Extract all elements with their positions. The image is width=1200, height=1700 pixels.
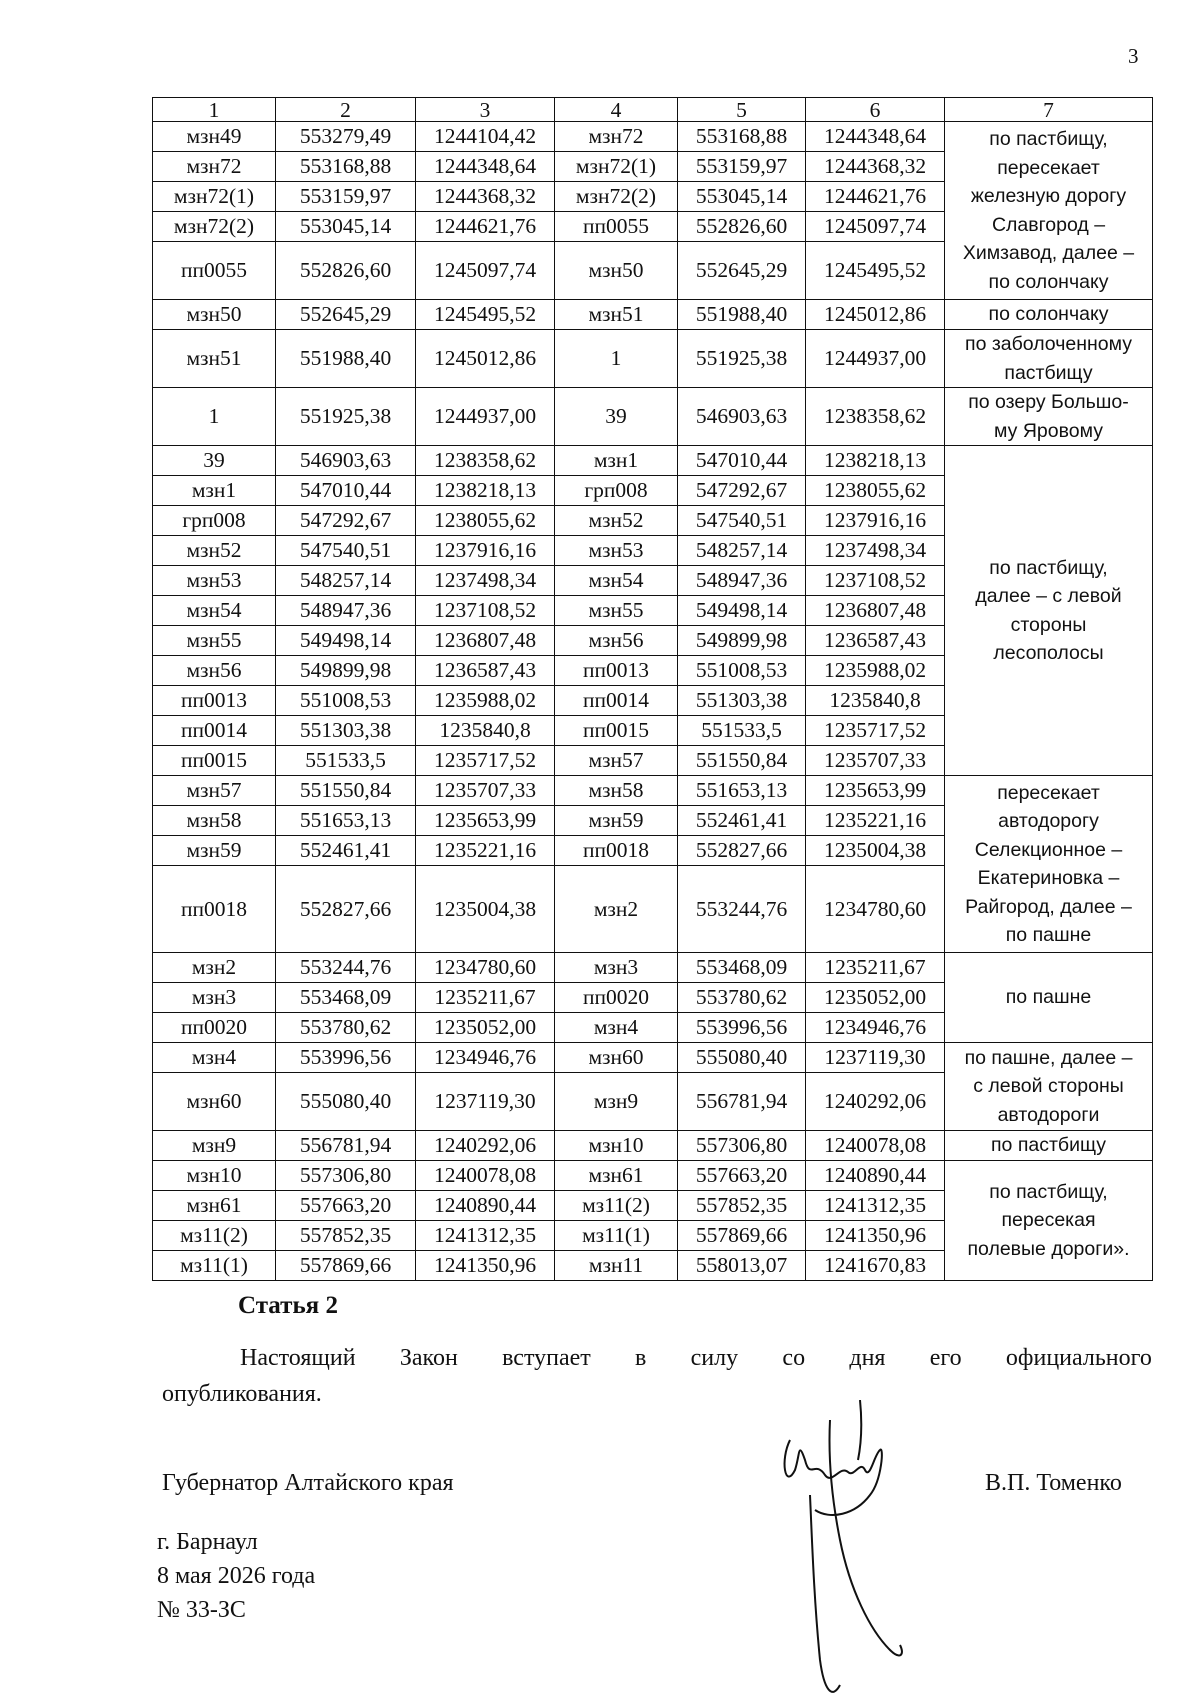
table-cell: 1 bbox=[153, 388, 276, 446]
table-cell: мзн50 bbox=[153, 300, 276, 330]
table-cell: 548947,36 bbox=[276, 596, 416, 626]
boundary-description: по пастбищу bbox=[945, 1131, 1153, 1161]
table-cell: мз11(2) bbox=[153, 1221, 276, 1251]
table-cell: 551988,40 bbox=[678, 300, 806, 330]
table-cell: мзн9 bbox=[555, 1073, 678, 1131]
table-cell: 1235988,02 bbox=[416, 686, 555, 716]
table-cell: пп0015 bbox=[153, 746, 276, 776]
table-row bbox=[153, 1043, 1153, 1073]
table-cell: 1244937,00 bbox=[416, 388, 555, 446]
article-word: Закон bbox=[399, 1345, 458, 1371]
table-cell: 1238055,62 bbox=[416, 506, 555, 536]
table-cell: 1234946,76 bbox=[806, 1013, 945, 1043]
table-cell: 1241312,35 bbox=[416, 1221, 555, 1251]
table-cell: 551550,84 bbox=[276, 776, 416, 806]
table-cell: 1238358,62 bbox=[806, 388, 945, 446]
table-cell: мзн59 bbox=[153, 836, 276, 866]
table-cell: мзн3 bbox=[555, 953, 678, 983]
table-cell: 1245012,86 bbox=[806, 300, 945, 330]
table-cell: 1241670,83 bbox=[806, 1251, 945, 1281]
table-cell: мзн53 bbox=[153, 566, 276, 596]
table-cell: 1241350,96 bbox=[416, 1251, 555, 1281]
table-cell: мзн57 bbox=[555, 746, 678, 776]
table-cell: 552645,29 bbox=[678, 242, 806, 300]
table-cell: 546903,63 bbox=[678, 388, 806, 446]
table-cell: 557663,20 bbox=[276, 1191, 416, 1221]
city: г. Барнаул bbox=[157, 1529, 258, 1555]
table-cell: 1235052,00 bbox=[806, 983, 945, 1013]
table-cell: мзн4 bbox=[153, 1043, 276, 1073]
table-cell: мз11(1) bbox=[555, 1221, 678, 1251]
table-row bbox=[153, 776, 1153, 806]
boundary-description: по солончаку bbox=[945, 300, 1153, 330]
table-cell: 1237916,16 bbox=[416, 536, 555, 566]
table-cell: 1237119,30 bbox=[806, 1043, 945, 1073]
boundary-description: по озеру Большо- му Яровому bbox=[945, 388, 1153, 446]
table-cell: 1237498,34 bbox=[416, 566, 555, 596]
table-cell: 555080,40 bbox=[678, 1043, 806, 1073]
boundary-description: по пастбищу, пересекая полевые дороги». bbox=[945, 1161, 1153, 1281]
table-cell: 558013,07 bbox=[678, 1251, 806, 1281]
place-date-block bbox=[157, 1525, 315, 1627]
table-cell: 557306,80 bbox=[276, 1161, 416, 1191]
table-cell: 553045,14 bbox=[678, 182, 806, 212]
table-cell: 1244621,76 bbox=[806, 182, 945, 212]
table-cell: 1235221,16 bbox=[416, 836, 555, 866]
table-cell: 1234780,60 bbox=[416, 953, 555, 983]
table-cell: 1235988,02 bbox=[806, 656, 945, 686]
table-cell: 1240292,06 bbox=[806, 1073, 945, 1131]
article-word: Настоящий bbox=[240, 1345, 356, 1371]
table-cell: мзн60 bbox=[153, 1073, 276, 1131]
column-header: 1 bbox=[153, 98, 276, 122]
column-header: 2 bbox=[276, 98, 416, 122]
table-cell: мзн4 bbox=[555, 1013, 678, 1043]
column-header: 6 bbox=[806, 98, 945, 122]
table-row bbox=[153, 1161, 1153, 1191]
boundary-description: по пастбищу, далее – с левой стороны лесополосы bbox=[945, 446, 1153, 776]
governor-name: В.П. Томенко bbox=[985, 1470, 1122, 1496]
table-cell: 553468,09 bbox=[276, 983, 416, 1013]
table-row bbox=[153, 953, 1153, 983]
article-word: официального bbox=[1005, 1345, 1152, 1371]
table-cell: 551533,5 bbox=[276, 746, 416, 776]
table-cell: 551008,53 bbox=[678, 656, 806, 686]
table-cell: мзн10 bbox=[153, 1161, 276, 1191]
table-cell: 551303,38 bbox=[276, 716, 416, 746]
table-cell: мзн51 bbox=[555, 300, 678, 330]
table-cell: 547292,67 bbox=[276, 506, 416, 536]
table-cell: 1244348,64 bbox=[416, 152, 555, 182]
table-cell: мзн72(2) bbox=[555, 182, 678, 212]
article-word: со bbox=[782, 1345, 806, 1371]
table-cell: 1237108,52 bbox=[806, 566, 945, 596]
table-cell: 1237916,16 bbox=[806, 506, 945, 536]
table-cell: 553780,62 bbox=[678, 983, 806, 1013]
table-cell: 553168,88 bbox=[678, 122, 806, 152]
table-cell: 549498,14 bbox=[678, 596, 806, 626]
table-cell: мзн53 bbox=[555, 536, 678, 566]
table-cell: 556781,94 bbox=[276, 1131, 416, 1161]
table-cell: 553168,88 bbox=[276, 152, 416, 182]
table-cell: пп0013 bbox=[555, 656, 678, 686]
table-cell: пп0013 bbox=[153, 686, 276, 716]
table-cell: 39 bbox=[153, 446, 276, 476]
column-header: 7 bbox=[945, 98, 1153, 122]
table-cell: 1234946,76 bbox=[416, 1043, 555, 1073]
table-cell: мзн57 bbox=[153, 776, 276, 806]
table-cell: пп0055 bbox=[153, 242, 276, 300]
table-cell: 1235221,16 bbox=[806, 806, 945, 836]
article-word: силу bbox=[690, 1345, 739, 1371]
table-cell: 1235707,33 bbox=[416, 776, 555, 806]
table-cell: 551653,13 bbox=[678, 776, 806, 806]
table-cell: 546903,63 bbox=[276, 446, 416, 476]
table-cell: мзн72 bbox=[153, 152, 276, 182]
table-cell: пп0020 bbox=[555, 983, 678, 1013]
table-cell: пп0018 bbox=[555, 836, 678, 866]
table-cell: 1244368,32 bbox=[806, 152, 945, 182]
table-cell: мзн54 bbox=[555, 566, 678, 596]
table-cell: 1235653,99 bbox=[806, 776, 945, 806]
table-cell: 557852,35 bbox=[276, 1221, 416, 1251]
boundary-description: по заболоченному пастбищу bbox=[945, 330, 1153, 388]
table-cell: мзн52 bbox=[555, 506, 678, 536]
table-cell: 547540,51 bbox=[678, 506, 806, 536]
table-cell: 1245097,74 bbox=[806, 212, 945, 242]
table-cell: 555080,40 bbox=[276, 1073, 416, 1131]
table-cell: мзн72(1) bbox=[153, 182, 276, 212]
table-cell: 547010,44 bbox=[276, 476, 416, 506]
table-cell: мзн11 bbox=[555, 1251, 678, 1281]
table-cell: 1240078,08 bbox=[806, 1131, 945, 1161]
table-row bbox=[153, 300, 1153, 330]
table-cell: 1236807,48 bbox=[806, 596, 945, 626]
law-date: 8 мая 2026 года bbox=[157, 1563, 316, 1589]
table-cell: 553780,62 bbox=[276, 1013, 416, 1043]
boundary-description: по пастбищу, пересекает железную дорогу Славгород – Химзавод, далее – по солончаку bbox=[945, 122, 1153, 300]
article-word: дня bbox=[849, 1345, 886, 1371]
table-cell: 1235717,52 bbox=[416, 746, 555, 776]
table-cell: 553468,09 bbox=[678, 953, 806, 983]
table-cell: 1237119,30 bbox=[416, 1073, 555, 1131]
table-cell: 549899,98 bbox=[276, 656, 416, 686]
table-cell: пп0014 bbox=[153, 716, 276, 746]
table-cell: 1238055,62 bbox=[806, 476, 945, 506]
table-cell: 1244937,00 bbox=[806, 330, 945, 388]
table-cell: 551533,5 bbox=[678, 716, 806, 746]
table-cell: 1240890,44 bbox=[806, 1161, 945, 1191]
page-number: 3 bbox=[1128, 44, 1139, 68]
table-cell: 1238218,13 bbox=[416, 476, 555, 506]
article-text-line1 bbox=[162, 1340, 1152, 1376]
table-cell: мзн61 bbox=[555, 1161, 678, 1191]
table-cell: 553244,76 bbox=[276, 953, 416, 983]
coordinates-table-body bbox=[153, 98, 1153, 1281]
table-cell: 557869,66 bbox=[276, 1251, 416, 1281]
table-cell: 551653,13 bbox=[276, 806, 416, 836]
table-cell: 1237108,52 bbox=[416, 596, 555, 626]
table-cell: 553996,56 bbox=[276, 1043, 416, 1073]
table-cell: мз11(2) bbox=[555, 1191, 678, 1221]
table-cell: 547010,44 bbox=[678, 446, 806, 476]
table-cell: 1235211,67 bbox=[806, 953, 945, 983]
table-cell: 552827,66 bbox=[678, 836, 806, 866]
table-cell: 557306,80 bbox=[678, 1131, 806, 1161]
article-text-line2: опубликования. bbox=[162, 1381, 322, 1407]
column-header: 4 bbox=[555, 98, 678, 122]
table-cell: 1 bbox=[555, 330, 678, 388]
table-cell: 552827,66 bbox=[276, 866, 416, 953]
table-cell: 551303,38 bbox=[678, 686, 806, 716]
table-cell: 549498,14 bbox=[276, 626, 416, 656]
table-cell: 1236587,43 bbox=[416, 656, 555, 686]
table-cell: мзн3 bbox=[153, 983, 276, 1013]
table-cell: 1237498,34 bbox=[806, 536, 945, 566]
table-cell: 1244621,76 bbox=[416, 212, 555, 242]
table-cell: 1241350,96 bbox=[806, 1221, 945, 1251]
table-row bbox=[153, 1131, 1153, 1161]
table-cell: мзн55 bbox=[555, 596, 678, 626]
table-cell: мзн2 bbox=[555, 866, 678, 953]
table-cell: 1235004,38 bbox=[416, 866, 555, 953]
table-cell: 552826,60 bbox=[276, 242, 416, 300]
column-header: 5 bbox=[678, 98, 806, 122]
table-cell: мзн52 bbox=[153, 536, 276, 566]
table-cell: мзн56 bbox=[555, 626, 678, 656]
table-cell: 1234780,60 bbox=[806, 866, 945, 953]
table-cell: 1235052,00 bbox=[416, 1013, 555, 1043]
column-header: 3 bbox=[416, 98, 555, 122]
coordinates-table bbox=[152, 97, 1153, 1281]
table-cell: 1235707,33 bbox=[806, 746, 945, 776]
article-word: вступает bbox=[502, 1345, 591, 1371]
table-cell: 1235211,67 bbox=[416, 983, 555, 1013]
table-cell: 557869,66 bbox=[678, 1221, 806, 1251]
table-cell: 1236587,43 bbox=[806, 626, 945, 656]
table-cell: 552461,41 bbox=[276, 836, 416, 866]
article-word: его bbox=[929, 1345, 962, 1371]
boundary-description: по пашне bbox=[945, 953, 1153, 1043]
table-cell: 548257,14 bbox=[276, 566, 416, 596]
table-cell: 551988,40 bbox=[276, 330, 416, 388]
table-cell: 39 bbox=[555, 388, 678, 446]
table-cell: мзн56 bbox=[153, 656, 276, 686]
table-cell: 557852,35 bbox=[678, 1191, 806, 1221]
table-cell: пп0018 bbox=[153, 866, 276, 953]
table-cell: 557663,20 bbox=[678, 1161, 806, 1191]
table-cell: 1244104,42 bbox=[416, 122, 555, 152]
table-cell: пп0055 bbox=[555, 212, 678, 242]
article-word: в bbox=[635, 1345, 647, 1371]
table-cell: 548257,14 bbox=[678, 536, 806, 566]
table-cell: 1235004,38 bbox=[806, 836, 945, 866]
table-row bbox=[153, 122, 1153, 152]
table-cell: 553996,56 bbox=[678, 1013, 806, 1043]
table-cell: мз11(1) bbox=[153, 1251, 276, 1281]
table-cell: 551550,84 bbox=[678, 746, 806, 776]
table-cell: 1235840,8 bbox=[416, 716, 555, 746]
table-cell: мзн51 bbox=[153, 330, 276, 388]
table-cell: 1244348,64 bbox=[806, 122, 945, 152]
table-cell: мзн2 bbox=[153, 953, 276, 983]
table-cell: мзн58 bbox=[555, 776, 678, 806]
table-row bbox=[153, 330, 1153, 388]
table-cell: 1238358,62 bbox=[416, 446, 555, 476]
table-cell: 547540,51 bbox=[276, 536, 416, 566]
table-cell: мзн54 bbox=[153, 596, 276, 626]
table-cell: 549899,98 bbox=[678, 626, 806, 656]
article-heading: Статья 2 bbox=[238, 1292, 338, 1319]
table-cell: пп0014 bbox=[555, 686, 678, 716]
table-cell: мзн50 bbox=[555, 242, 678, 300]
table-cell: 553159,97 bbox=[276, 182, 416, 212]
table-cell: 1245012,86 bbox=[416, 330, 555, 388]
table-row bbox=[153, 388, 1153, 446]
boundary-description: пересекает автодорогу Селекционное – Екатериновка – Райгород, далее – по пашне bbox=[945, 776, 1153, 953]
table-cell: 551008,53 bbox=[276, 686, 416, 716]
table-cell: пп0020 bbox=[153, 1013, 276, 1043]
table-cell: пп0015 bbox=[555, 716, 678, 746]
table-cell: 553159,97 bbox=[678, 152, 806, 182]
table-cell: мзн1 bbox=[153, 476, 276, 506]
table-row bbox=[153, 446, 1153, 476]
table-cell: 1240292,06 bbox=[416, 1131, 555, 1161]
table-cell: 556781,94 bbox=[678, 1073, 806, 1131]
law-number: № 33-ЗС bbox=[157, 1597, 246, 1623]
table-cell: мзн59 bbox=[555, 806, 678, 836]
table-header-row bbox=[153, 98, 1153, 122]
table-cell: мзн72 bbox=[555, 122, 678, 152]
table-cell: 547292,67 bbox=[678, 476, 806, 506]
table-cell: мзн72(2) bbox=[153, 212, 276, 242]
article-text bbox=[162, 1340, 1152, 1412]
table-cell: 553279,49 bbox=[276, 122, 416, 152]
table-cell: 1245495,52 bbox=[416, 300, 555, 330]
table-cell: 553045,14 bbox=[276, 212, 416, 242]
table-cell: 548947,36 bbox=[678, 566, 806, 596]
table-cell: грп008 bbox=[153, 506, 276, 536]
table-cell: мзн9 bbox=[153, 1131, 276, 1161]
table-cell: 1245097,74 bbox=[416, 242, 555, 300]
table-cell: 1240078,08 bbox=[416, 1161, 555, 1191]
table-cell: мзн49 bbox=[153, 122, 276, 152]
table-cell: 1241312,35 bbox=[806, 1191, 945, 1221]
table-cell: 1235717,52 bbox=[806, 716, 945, 746]
table-cell: 552826,60 bbox=[678, 212, 806, 242]
table-cell: 1236807,48 bbox=[416, 626, 555, 656]
table-cell: 1240890,44 bbox=[416, 1191, 555, 1221]
table-cell: мзн10 bbox=[555, 1131, 678, 1161]
table-cell: мзн61 bbox=[153, 1191, 276, 1221]
table-cell: мзн55 bbox=[153, 626, 276, 656]
table-cell: 552461,41 bbox=[678, 806, 806, 836]
table-cell: 553244,76 bbox=[678, 866, 806, 953]
table-cell: 1235653,99 bbox=[416, 806, 555, 836]
table-cell: 1245495,52 bbox=[806, 242, 945, 300]
table-cell: 551925,38 bbox=[678, 330, 806, 388]
table-cell: мзн1 bbox=[555, 446, 678, 476]
boundary-description: по пашне, далее – с левой стороны автодороги bbox=[945, 1043, 1153, 1131]
table-cell: 551925,38 bbox=[276, 388, 416, 446]
table-cell: 1235840,8 bbox=[806, 686, 945, 716]
table-cell: 552645,29 bbox=[276, 300, 416, 330]
table-cell: мзн58 bbox=[153, 806, 276, 836]
table-cell: грп008 bbox=[555, 476, 678, 506]
governor-title: Губернатор Алтайского края bbox=[162, 1470, 454, 1496]
table-cell: мзн72(1) bbox=[555, 152, 678, 182]
handwritten-signature bbox=[770, 1400, 950, 1700]
table-cell: 1244368,32 bbox=[416, 182, 555, 212]
table-cell: 1238218,13 bbox=[806, 446, 945, 476]
table-cell: мзн60 bbox=[555, 1043, 678, 1073]
